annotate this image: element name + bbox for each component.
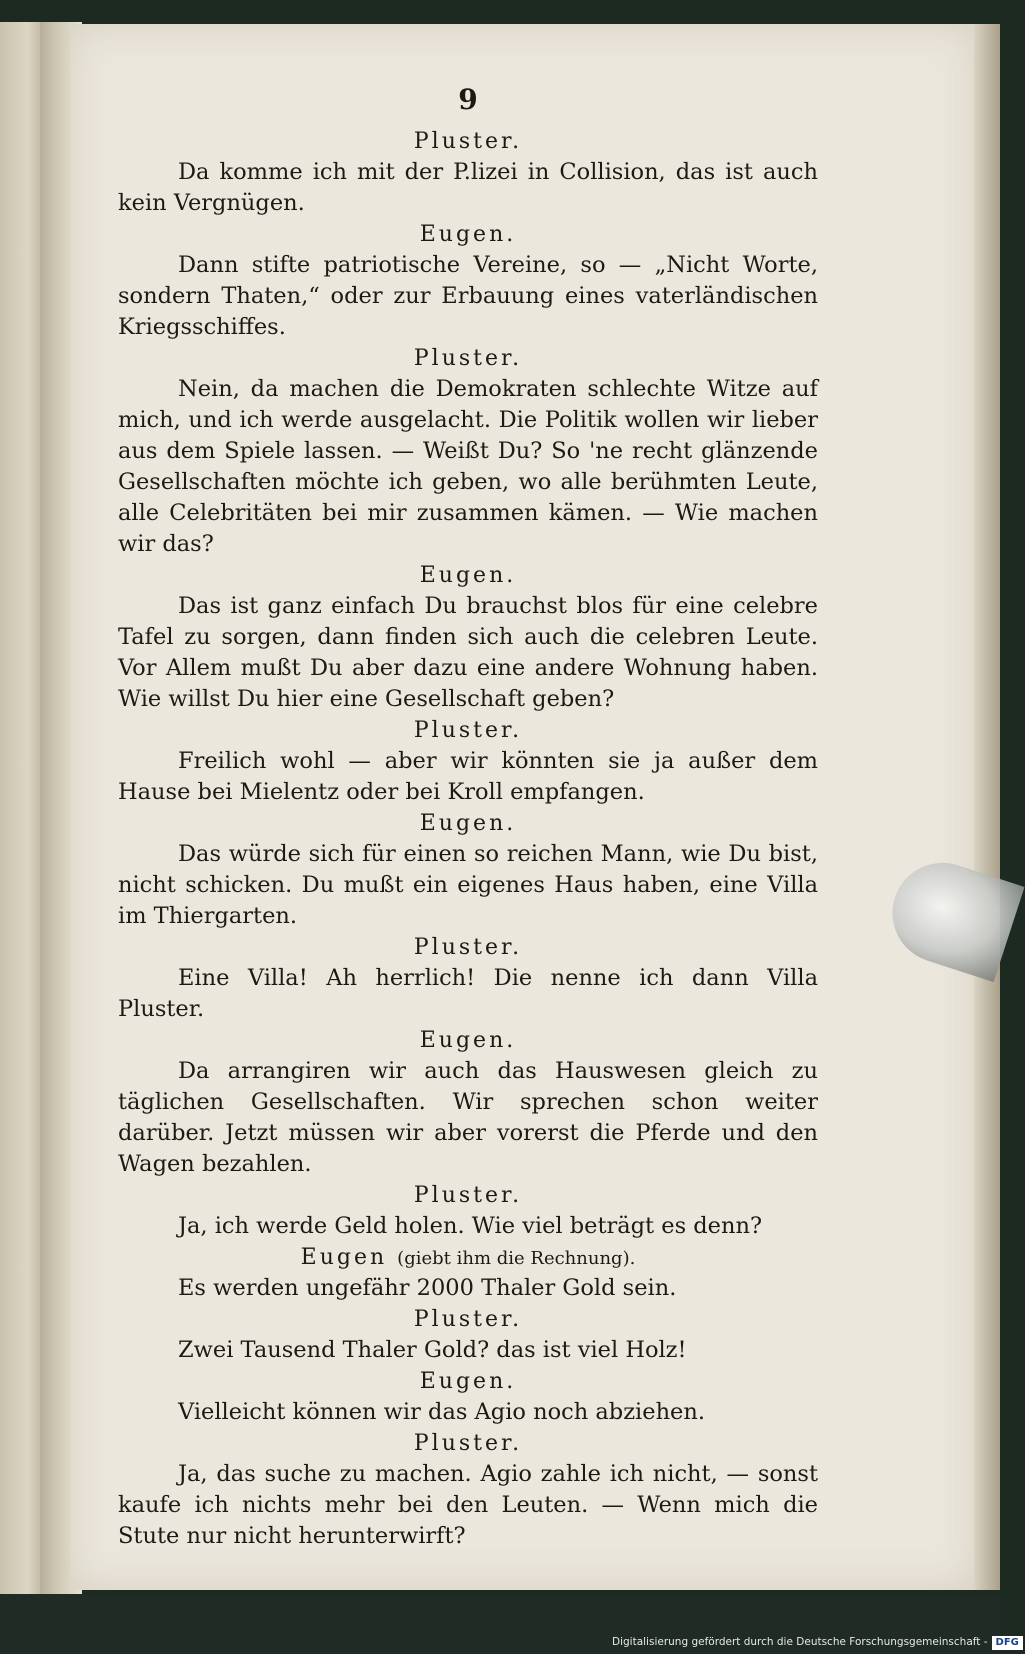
speaker-name: Pluster. bbox=[413, 1183, 523, 1208]
speech-text: Vielleicht können wir das Agio noch abziehen. bbox=[178, 1399, 706, 1425]
speech-text: Nein, da machen die Demokraten schlechte Witze auf mich, und ich werde ausgelacht. Die Politik wollen wir lieber aus dem Spiele lassen. — Weißt Du? So 'ne recht glänzende Gesellschaften möchte ich geben, wo alle berühmten Leute, alle Celebritäten bei mir zusammen kämen. — Wie machen wir das? bbox=[118, 376, 818, 557]
speaker-name: Eugen. bbox=[419, 1028, 517, 1053]
speech-text: Das würde sich für einen so reichen Mann, wie Du bist, nicht schicken. Du mußt ein eigenes Haus haben, eine Villa im Thiergarten. bbox=[118, 841, 818, 929]
speaker-name: Eugen. bbox=[419, 1369, 517, 1394]
speaker-line bbox=[118, 1242, 818, 1273]
speech-text: Da arrangiren wir auch das Hauswesen gleich zu täglichen Gesellschaften. Wir sprechen schon weiter darüber. Jetzt müssen wir aber vorerst die Pferde und den Wagen bezahlen. bbox=[118, 1058, 818, 1177]
speaker-name: Pluster. bbox=[413, 718, 523, 743]
speaker-name: Pluster. bbox=[413, 346, 523, 371]
speaker-name: Pluster. bbox=[413, 129, 523, 154]
speech-text: Da komme ich mit der P.lizei in Collision, das ist auch kein Vergnügen. bbox=[118, 159, 818, 216]
speaker-name: Eugen. bbox=[419, 811, 517, 836]
page-side-edge bbox=[974, 24, 1000, 1590]
credit-text: Digitalisierung gefördert durch die Deutsche Forschungsgemeinschaft - bbox=[612, 1636, 988, 1648]
speaker-name: Pluster. bbox=[413, 1431, 523, 1456]
speaker-name: Eugen. bbox=[419, 222, 517, 247]
speech-text: Dann stifte patriotische Vereine, so — „Nicht Worte, sondern Thaten,“ oder zur Erbauung eines vaterländischen Kriegsschiffes. bbox=[118, 252, 818, 340]
speech-text: Freilich wohl — aber wir könnten sie ja außer dem Hause bei Mielentz oder bei Kroll empfangen. bbox=[118, 748, 818, 805]
page-text bbox=[118, 80, 818, 1552]
speech-text: Ja, das suche zu machen. Agio zahle ich nicht, — sonst kaufe ich nichts mehr bei den Leuten. — Wenn mich die Stute nur nicht herunterwirft? bbox=[118, 1461, 818, 1549]
speech-text: Zwei Tausend Thaler Gold? das ist viel Holz! bbox=[178, 1337, 687, 1363]
speaker-name: Pluster. bbox=[413, 1307, 523, 1332]
dfg-logo: DFG bbox=[992, 1636, 1023, 1650]
speech-text: Das ist ganz einfach Du brauchst blos für eine celebre Tafel zu sorgen, dann finden sich auch die celebren Leute. Vor Allem mußt Du aber dazu eine andere Wohnung haben. Wie willst Du hier eine Gesellschaft geben? bbox=[118, 593, 818, 712]
stage-direction: (giebt ihm die Rechnung). bbox=[397, 1248, 636, 1269]
page-number: 9 bbox=[458, 83, 478, 116]
speaker-name: Eugen. bbox=[419, 563, 517, 588]
speech-text: Eine Villa! Ah herrlich! Die nenne ich dann Villa Pluster. bbox=[118, 965, 818, 1022]
speech-text: Es werden ungefähr 2000 Thaler Gold sein. bbox=[178, 1275, 677, 1301]
speech-text: Ja, ich werde Geld holen. Wie viel beträgt es denn? bbox=[178, 1213, 763, 1239]
speaker-name: Eugen bbox=[300, 1245, 388, 1270]
speaker-name: Pluster. bbox=[413, 935, 523, 960]
digitization-credit bbox=[612, 1634, 1019, 1650]
